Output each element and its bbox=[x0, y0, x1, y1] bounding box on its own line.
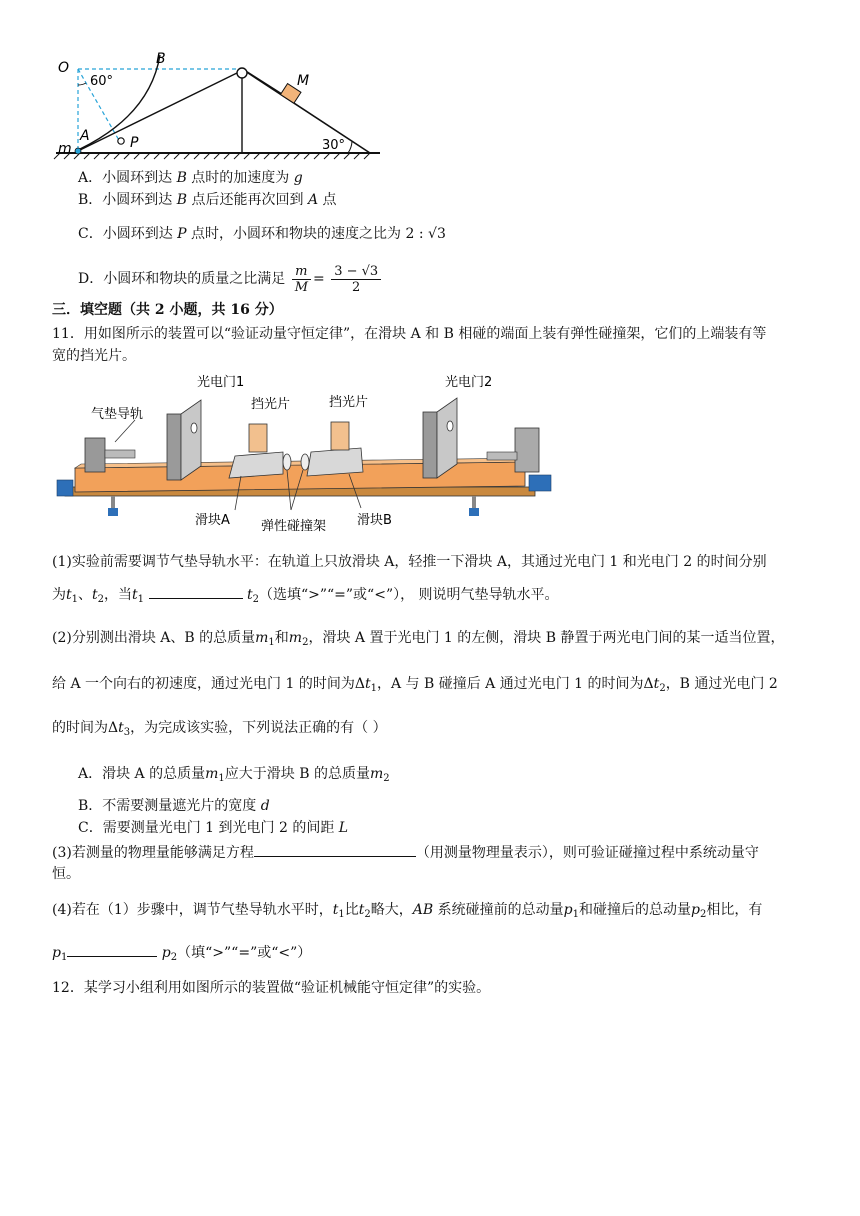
blank-3[interactable] bbox=[67, 942, 157, 957]
q11-part3-line2: 恒。 bbox=[52, 866, 80, 882]
label-gate2: 光电门2 bbox=[445, 375, 493, 390]
q11-part4-line2: $p_1$ $p_2$（填“>”“=”或“<”） bbox=[52, 942, 311, 968]
label-m: m bbox=[58, 141, 72, 157]
label-B: B bbox=[156, 51, 166, 67]
q11-option-a: A．滑块 A 的总质量$m_1$应大于滑块 B 的总质量$m_2$ bbox=[78, 766, 390, 784]
q11-part2-line2: 给 A 一个向右的初速度，通过光电门 1 的时间为$\Delta t_1$，A 与 B 碰撞后 A 通过光电门 1 的时间为$\Delta t_2$，B 通过光电门 2 bbox=[52, 676, 778, 694]
q11-option-b: B．不需要测量遮光片的宽度 d bbox=[78, 798, 270, 814]
label-M: M bbox=[297, 73, 310, 89]
label-A: A bbox=[80, 128, 90, 144]
blank-1[interactable] bbox=[149, 584, 243, 599]
label-P: P bbox=[130, 135, 139, 151]
q10-option-a: A．小圆环到达 B 点时的加速度为 g bbox=[78, 170, 303, 186]
q11-part3-line1: (3)若测量的物理量能够满足方程 （用测量物理量表示），则可验证碰撞过程中系统动量守 bbox=[52, 842, 759, 863]
q11-part1-line2: 为$t_1$、$t_2$，当$t_1$ $t_2$（选填“>”“=”或“<”）， 则说明气垫导轨水平。 bbox=[52, 584, 559, 610]
q10-option-d: D．小圆环和物块的质量之比满足 $\frac{m}{M}$ = $\frac{3 - √3}{2}$ bbox=[78, 262, 383, 296]
q12-stem: 12．某学习小组利用如图所示的装置做“验证机械能守恒定律”的实验。 bbox=[52, 980, 491, 996]
air-track-figure bbox=[55, 372, 565, 537]
label-angle-60: 60° bbox=[90, 74, 114, 89]
label-angle-30: 30° bbox=[322, 138, 346, 153]
q11-part2-line3: 的时间为$\Delta t_3$，为完成该实验，下列说法正确的有（ ） bbox=[52, 720, 387, 738]
label-flag1: 挡光片 bbox=[251, 397, 291, 412]
q10-option-b: B．小圆环到达 B 点后还能再次回到 A 点 bbox=[78, 192, 337, 208]
q11-stem-line1: 11．用如图所示的装置可以“验证动量守恒定律”，在滑块 A 和 B 相碰的端面上装有弹性碰撞架，它们的上端装有等 bbox=[52, 326, 767, 342]
blank-2[interactable] bbox=[254, 842, 416, 857]
label-slider-b: 滑块B bbox=[357, 513, 392, 528]
q11-option-c: C．需要测量光电门 1 到光电门 2 的间距 L bbox=[78, 820, 349, 836]
q11-stem-line2: 宽的挡光片。 bbox=[52, 348, 136, 364]
q11-part2-line1: (2)分别测出滑块 A、B 的总质量$m_1$和$m_2$，滑块 A 置于光电门 1 的左侧，滑块 B 静置于两光电门间的某一适当位置， bbox=[52, 630, 785, 648]
section-heading: 三．填空题（共 2 小题，共 16 分） bbox=[52, 302, 283, 318]
label-gate1: 光电门1 bbox=[197, 375, 245, 390]
label-flag2: 挡光片 bbox=[329, 395, 369, 410]
label-bumper: 弹性碰撞架 bbox=[261, 519, 327, 534]
q10-option-c: C．小圆环到达 P 点时，小圆环和物块的速度之比为 2 : √3 bbox=[78, 226, 446, 242]
label-O: O bbox=[58, 60, 70, 76]
label-track: 气垫导轨 bbox=[91, 407, 144, 422]
q11-part1-line1: (1)实验前需要调节气垫导轨水平：在轨道上只放滑块 A，轻推一下滑块 A，其通过光电门 1 和光电门 2 的时间分别 bbox=[52, 554, 767, 570]
label-slider-a: 滑块A bbox=[195, 513, 230, 528]
q11-part4-line1: (4)若在（1）步骤中，调节气垫导轨水平时，$t_1$比$t_2$略大，AB 系统碰撞前的总动量$p_1$和碰撞后的总动量$p_2$相比，有 bbox=[52, 902, 763, 920]
q10-figure bbox=[50, 45, 390, 163]
